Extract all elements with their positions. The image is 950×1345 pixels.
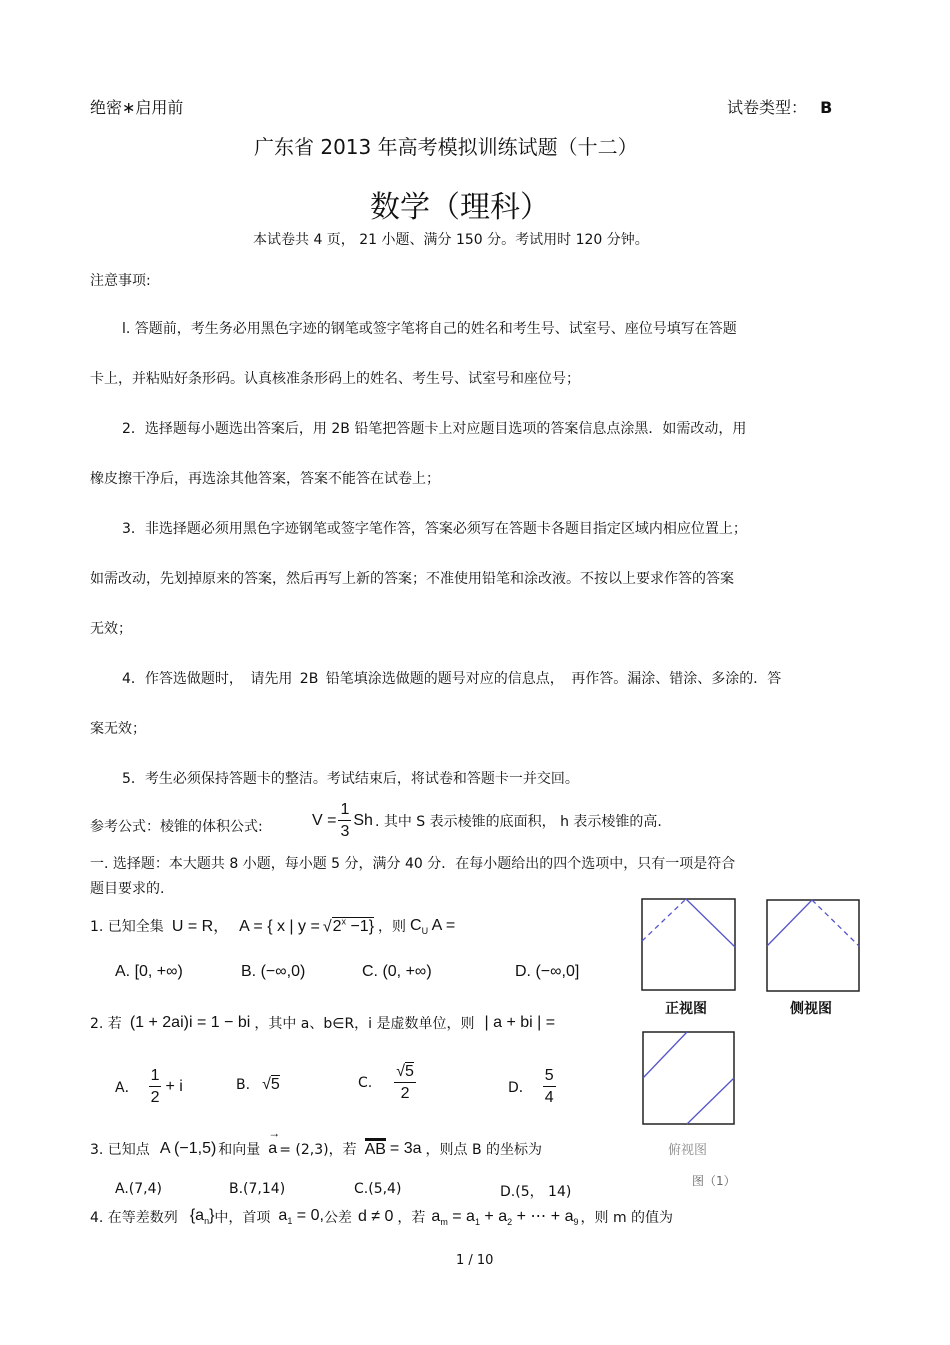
notice-line: 4．作答选做题时， 请先用 2B 铅笔填涂选做题的题号对应的信息点， 再作答。漏涂、错涂、多涂的．答 [122,671,782,687]
notice-line: 卡上，并粘贴好条形码。认真核准条形码上的姓名、考生号、试室号和座位号； [90,371,580,387]
q3-stem: 3. 已知点 [90,1141,150,1158]
q2-option-c [358,1064,416,1102]
q4-sub-m: m [440,1217,448,1228]
notice-line: 如需改动，先划掉原来的答案，然后再写上新的答案；不准使用铅笔和涂改液。不按以上要求作答的答案 [90,571,734,587]
q3-vector-ab: AB [365,1138,386,1159]
q1-sqrt-tail: −1} [346,918,375,935]
q2-option-c-den: 2 [400,1085,410,1102]
q3-vector-label: 和向量 [218,1141,261,1158]
q1-sub: U [421,926,429,936]
q1-option-b: B. (−∞,0) [241,963,306,980]
q1-option-a: A. [0, +∞) [115,963,183,980]
q3-option-a: A.(7,4) [115,1181,162,1197]
q1-sqrt: $√2^x -1$} [322,916,375,935]
side-view-figure [765,898,863,994]
notice-line: 案无效； [90,721,146,737]
q2-option-a-num: 1 [149,1068,162,1087]
q2-condition: ，其中 a、b∈R，i 是虚数单位，则 [254,1016,475,1032]
q2-option-b-body: 5 [270,1076,280,1093]
q2-option-b [236,1076,280,1094]
q3-vector-a [268,1125,281,1158]
q3-vector-eq: = 3a [389,1139,422,1157]
q2-modulus: | a + bi | = [484,1014,556,1031]
section-heading-cont: 题目要求的. [90,881,165,897]
notice-line: 2．选择题每小题选出答案后，用 2B 铅笔把答题卡上对应题目选项的答案信息点涂黑．如需改动，用 [122,421,747,437]
question-3 [90,1125,543,1159]
question-2 [90,1013,555,1033]
volume-formula [312,802,662,840]
q2-option-a [115,1068,183,1106]
subject-title: 数学（理科） [370,190,550,225]
q2-option-c-fraction [394,1064,416,1102]
notice-line: 橡皮擦干净后，再选涂其他答案，答案不能答在试卷上； [90,471,440,487]
q4-sequence [190,1207,215,1226]
secret-label: 绝密∗启用前 [90,98,184,117]
question-4 [90,1206,673,1227]
q4-ask: ，则 m 的值为 [580,1209,674,1226]
q1-stem: 1. 已知全集 [90,919,164,935]
top-view-figure [641,1030,737,1127]
formula-desc: . 其中 S 表示棱锥的底面积， h 表示棱锥的高. [374,814,662,830]
q2-option-b-label: B. [236,1077,251,1093]
q4-diff-label: 公差 [323,1209,352,1226]
paper-type-value: B [820,98,833,117]
q4-seq-open: {a [189,1207,205,1224]
q4-first-term [278,1207,324,1226]
figure-label: 图（1） [692,1174,736,1188]
exam-title: 广东省 2013 年高考模拟训练试题（十二） [254,135,638,159]
q3-vector-value: = (2,3)，若 [279,1141,357,1158]
q4-seq-close: } [209,1207,215,1224]
notice-line: 无效； [90,621,132,637]
q2-equation: (1 + 2ai)i = 1 − bi [129,1014,251,1031]
q4-if: ，若 [397,1209,426,1226]
question-1 [90,913,455,936]
q4-sub-1: 1 [287,1216,293,1227]
q4-diff: d ≠ 0 [357,1207,394,1225]
q2-option-a-tail: + i [165,1078,183,1095]
q3-option-c: C.(5,4) [354,1181,402,1197]
q1-option-d: D. (−∞,0] [515,963,580,980]
q4-sub-n: n [204,1216,210,1227]
page-number: 1 / 10 [456,1253,494,1268]
notice-heading: 注意事项: [90,273,151,289]
q4-dots: + ⋯ + a [512,1208,574,1225]
front-view-caption: 正视图 [665,1001,707,1017]
q1-option-c: C. (0, +∞) [362,963,432,980]
q2-option-d-num: 5 [543,1068,556,1087]
q1-complement [410,917,455,936]
q2-option-c-label: C. [358,1075,373,1091]
q2-option-a-fraction [149,1068,162,1106]
top-view-caption: 俯视图 [668,1143,708,1158]
q3-point-a: A (−1,5) [159,1139,217,1157]
q4-eq-zero: = 0, [296,1207,324,1224]
q2-option-d-den: 4 [544,1089,554,1106]
q2-option-b-sqrt: √5 [262,1076,280,1093]
formula-v: V = [312,812,337,829]
q1-c: C [410,916,422,934]
notice-line: 5．考生必须保持答题卡的整洁。考试结束后，将试卷和答题卡一并交回。 [122,771,579,787]
paper-type-text: 试卷类型： [727,98,808,117]
q2-option-d-fraction [543,1068,556,1106]
q3-vector-a-symbol: a [268,1139,278,1157]
q4-sub-1b: 1 [474,1217,480,1228]
q1-sqrt-body: 2 [332,918,342,935]
q1-universal-set: U = R， [171,918,230,935]
formula-fraction [338,802,351,840]
q4-sub-9: 9 [573,1217,579,1228]
q2-option-c-num-body: 5 [405,1063,414,1080]
q4-first-term-label: 中，首项 [214,1209,271,1226]
q1-set-a: A = { x | y = [239,918,320,935]
formula-denominator: 3 [340,823,350,840]
q4-plus: + a [479,1208,508,1225]
formula-numerator: 1 [338,802,351,821]
notice-line: l. 答题前，考生务必用黑色字迹的钢笔或签字笔将自己的姓名和考生号、试室号、座位号填写在答题 [122,321,737,337]
formula-sh: Sh [353,812,373,829]
q3-option-d: D.(5， 14) [500,1184,572,1200]
q3-option-b: B.(7,14) [229,1181,286,1197]
front-view-figure [640,897,738,993]
q2-option-d [508,1068,556,1106]
q2-option-d-label: D． [508,1080,533,1096]
q4-am: a [431,1208,441,1225]
q4-a: a [278,1207,288,1224]
q4-sub-2: 2 [507,1217,513,1228]
q4-eq: = a [452,1208,475,1225]
formula-label: 参考公式：棱锥的体积公式: [90,819,263,835]
exam-info: 本试卷共 4 页， 21 小题、满分 150 分。考试用时 120 分钟。 [253,232,649,248]
q2-option-a-den: 2 [150,1089,160,1106]
vector-arrow-icon: → [268,1125,281,1140]
q2-option-a-label: A． [115,1080,139,1096]
q1-exponent: x [341,916,347,927]
q1-then: ，则 [378,919,407,935]
paper-type-label [727,95,832,118]
side-view-caption: 侧视图 [790,1001,832,1017]
notice-line: 3．非选择题必须用黑色字迹钢笔或签字笔作答，答案必须写在答题卡各题目指定区域内相应位置上； [122,521,747,537]
section-heading: 一. 选择题：本大题共 8 小题，每小题 5 分，满分 40 分．在每小题给出的四个选项中，只有一项是符合 [90,856,736,872]
q2-option-c-num: √5 [394,1064,416,1083]
q4-stem: 4. 在等差数列 [90,1209,178,1226]
q2-stem: 2. 若 [90,1016,122,1032]
q4-sum [431,1206,578,1227]
q3-ask: ，则点 B 的坐标为 [425,1141,543,1158]
q1-a: A = [431,916,456,934]
